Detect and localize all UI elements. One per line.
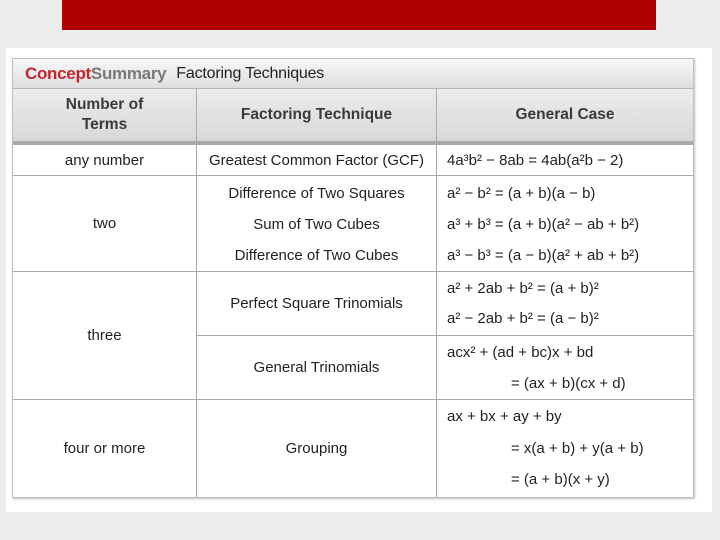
card-header	[13, 59, 693, 89]
general-grouping-line3: = (a + b)(x + y)	[511, 470, 610, 488]
technique-grouping: Grouping	[285, 440, 348, 457]
technique-difference-of-squares: Difference of Two Squares	[228, 184, 405, 202]
column-divider	[436, 89, 437, 497]
header-factoring-technique: Factoring Technique	[197, 89, 436, 141]
technique-general-trinomials: General Trinomials	[253, 359, 380, 376]
general-grouping-line2: = x(a + b) + y(a + b)	[511, 439, 644, 457]
title-bar	[62, 0, 656, 30]
technique-sum-of-cubes: Sum of Two Cubes	[253, 215, 380, 233]
general-perfect-square-minus: a² − 2ab + b² = (a − b)²	[447, 309, 599, 327]
terms-two: two	[92, 215, 117, 232]
terms-three: three	[87, 327, 122, 344]
general-perfect-square-plus: a² + 2ab + b² = (a + b)²	[447, 279, 599, 297]
concept-summary-logo	[25, 64, 166, 84]
header-terms-line2: Terms	[81, 116, 128, 133]
terms-any-number: any number	[64, 151, 145, 169]
general-gcf: 4a³b² − 8ab = 4ab(a²b − 2)	[447, 151, 624, 169]
general-sum-of-cubes: a³ + b³ = (a + b)(a² − ab + b²)	[447, 215, 640, 233]
brand-concept: Concept	[25, 63, 91, 83]
technique-gcf: Greatest Common Factor (GCF)	[208, 151, 425, 169]
terms-four-or-more: four or more	[63, 440, 146, 457]
general-difference-of-squares: a² − b² = (a + b)(a − b)	[447, 184, 596, 202]
general-difference-of-cubes: a³ − b³ = (a − b)(a² + ab + b²)	[447, 246, 640, 264]
header-terms-line1: Number of	[65, 96, 144, 113]
general-grouping-line1: ax + bx + ay + by	[447, 407, 562, 425]
general-trinomial-line1: acx² + (ad + bc)x + bd	[447, 343, 594, 361]
technique-difference-of-cubes: Difference of Two Cubes	[234, 246, 399, 264]
concept-summary-card	[12, 58, 694, 498]
header-general-case: General Case	[437, 89, 693, 141]
factoring-table	[13, 89, 693, 497]
technique-perfect-square: Perfect Square Trinomials	[230, 294, 403, 312]
general-trinomial-line2: = (ax + b)(cx + d)	[511, 374, 626, 392]
header-number-of-terms	[13, 89, 196, 141]
card-title: Factoring Techniques	[176, 64, 325, 82]
brand-summary: Summary	[90, 63, 167, 83]
